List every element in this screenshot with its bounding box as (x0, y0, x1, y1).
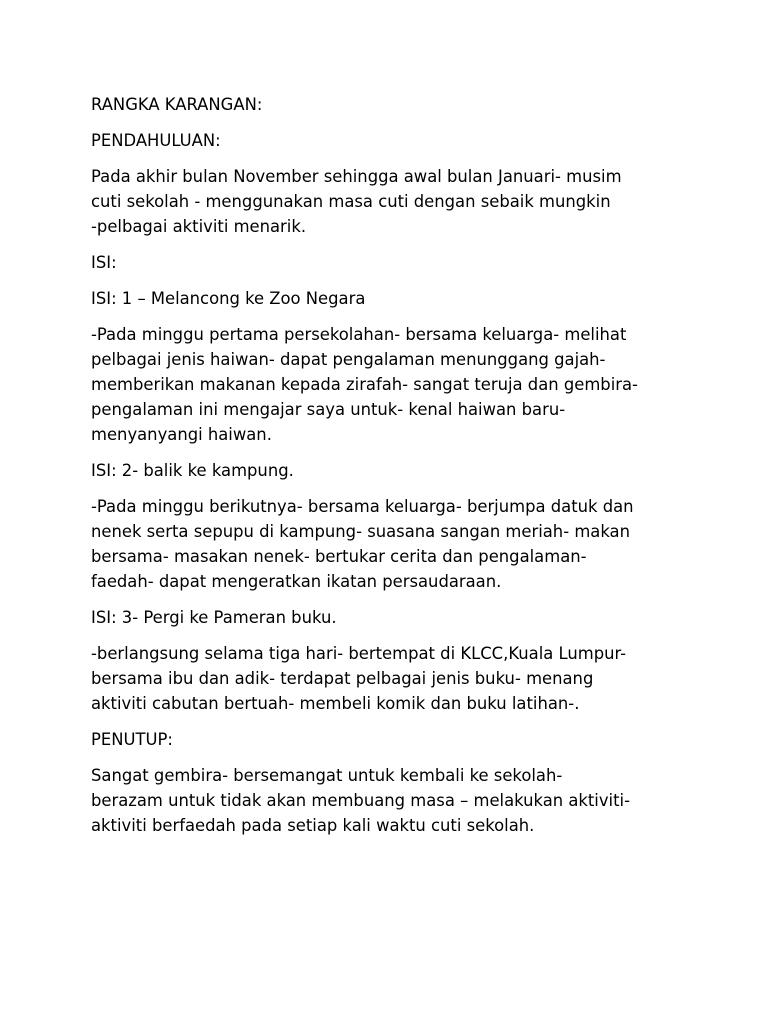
point-3-heading: ISI: 3- Pergi ke Pameran buku. (91, 608, 337, 627)
intro-paragraph: Pada akhir bulan November sehingga awal bulan Januari- musim cuti sekolah - menggunakan masa cuti dengan sebaik mungkin -pelbagai aktiviti menarik. (91, 167, 622, 236)
point-1-paragraph: -Pada minggu pertama persekolahan- bersama keluarga- melihat pelbagai jenis haiwan- dapat pengalaman menunggang gajah- memberikan makanan kepada zirafah- sangat teruja dan gembira- pengalaman ini mengajar saya untuk- kenal haiwan baru- menyanyangi haiwan. (91, 325, 638, 444)
document-title: RANGKA KARANGAN: (91, 95, 263, 114)
closing-paragraph: Sangat gembira- bersemangat untuk kembali ke sekolah- berazam untuk tidak akan membuang masa – melakukan aktiviti- aktiviti berfaedah pada setiap kali waktu cuti sekolah. (91, 766, 631, 835)
intro-heading: PENDAHULUAN: (91, 131, 221, 150)
point-2-paragraph: -Pada minggu berikutnya- bersama keluarga- berjumpa datuk dan nenek serta sepupu di kampung- suasana sangan meriah- makan bersama- masakan nenek- bertukar cerita dan pengalaman- faedah- dapat mengeratkan ikatan persaudaraan. (91, 497, 634, 591)
closing-heading: PENUTUP: (91, 730, 173, 749)
point-3-paragraph: -berlangsung selama tiga hari- bertempat di KLCC,Kuala Lumpur- bersama ibu dan adik- terdapat pelbagai jenis buku- menang aktiviti cabutan bertuah- membeli komik dan buku latihan-. (91, 644, 627, 713)
point-2-heading: ISI: 2- balik ke kampung. (91, 461, 294, 480)
body-heading: ISI: (91, 253, 117, 272)
point-1-heading: ISI: 1 – Melancong ke Zoo Negara (91, 289, 366, 308)
document-body (91, 92, 691, 849)
